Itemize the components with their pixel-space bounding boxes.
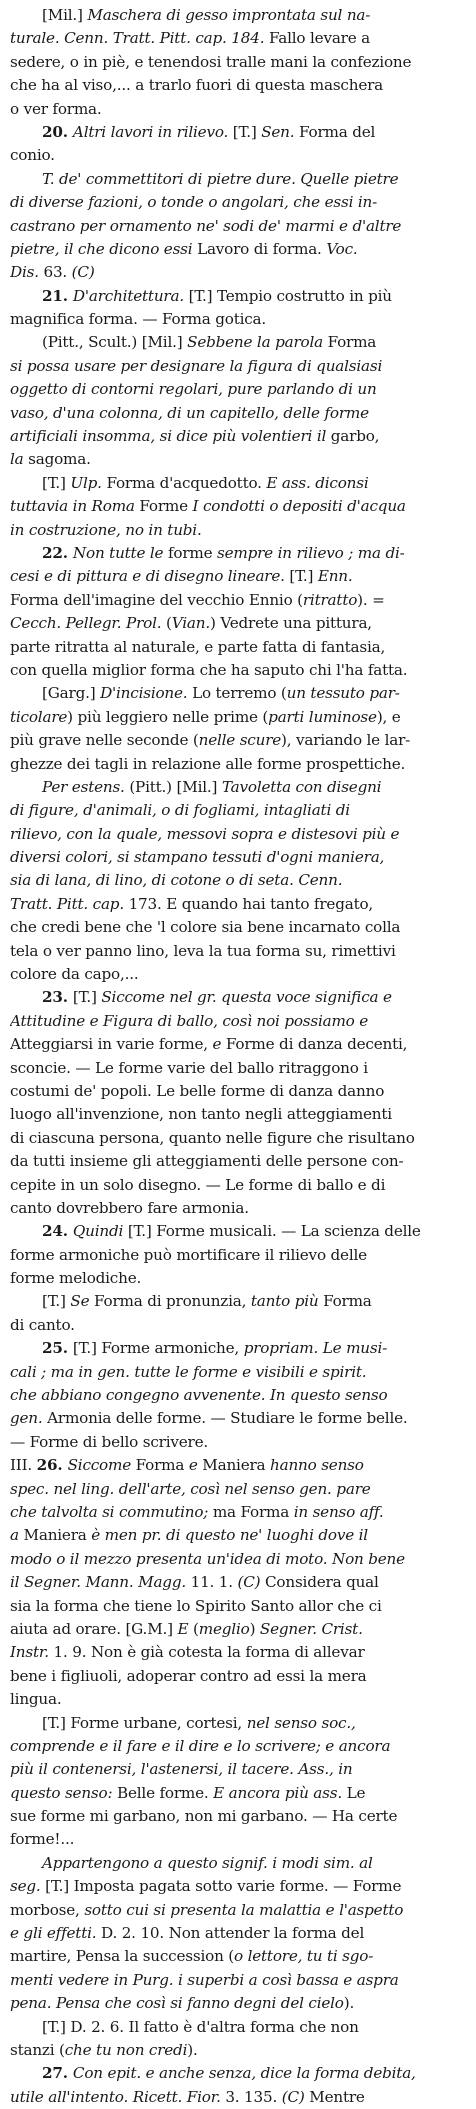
text-segment: D'incisione. [100,684,193,703]
text-segment: e [188,1456,203,1475]
text-line [10,1852,468,1875]
text-line [10,261,468,284]
text-segment: ghezze dei tagli in relazione alle forme prospettiche. [10,754,406,773]
text-line [10,659,468,682]
text-line [10,1828,468,1851]
text-line [10,2086,468,2109]
text-line [10,589,468,612]
text-segment: (Pitt.) [Mil.] [129,777,222,796]
text-segment: T. de' commettitori di pietre dure. Quelle pietre [42,169,399,188]
text-segment: meglio [198,1619,250,1638]
text-line [10,846,468,869]
text-segment: ma Forma [212,1503,294,1521]
text-segment: si possa usare per designare la figura di qualsiasi [10,356,383,375]
text-line [10,706,468,729]
text-segment: (C) [71,263,95,282]
text-line [10,1641,468,1664]
text-segment: Enn. [317,567,353,586]
text-segment: morbose, [10,1900,85,1919]
text-line [10,74,468,97]
text-segment: Maniera [23,1526,92,1545]
text-segment: magnifica forma. — Forma gotica. [10,310,267,329]
text-line [10,1197,468,1220]
text-line [10,1220,468,1243]
text-segment: Le [346,1783,366,1802]
text-line [10,1431,468,1454]
text-segment: D'architettura. [72,286,189,305]
text-segment: ). [187,2040,198,2059]
text-line [10,1080,468,1103]
text-line [10,1384,468,1407]
text-line [10,1548,468,1571]
text-segment: un tessuto par- [286,684,400,703]
text-segment: aiuta ad orare. [G.M.] [10,1619,178,1638]
text-line [10,308,468,331]
text-segment: tuttavia in Roma [10,497,140,516]
text-segment: Forma [327,333,377,352]
text-line [10,168,468,191]
text-segment: ritratto [302,590,358,609]
text-segment: 3. 135. [225,2087,282,2106]
text-line [10,1899,468,1922]
text-line [10,355,468,378]
text-segment: 63. [43,263,72,282]
text-segment: che credi bene che 'l colore sia bene incarnato colla [10,918,401,937]
text-segment: [T.] Forme musicali. — La scienza delle [127,1222,421,1241]
text-segment: castrano per ornamento ne' sodi de' marmi e d'altre [10,216,402,235]
text-segment: più il contenersi, l'astenersi, il tacere. Ass., in [10,1760,353,1779]
text-segment: Attitudine e Figura di ballo, così noi possiamo e [10,1011,369,1030]
text-segment: o ver forma. [10,99,102,118]
text-line [10,238,468,261]
text-line [10,542,468,565]
text-line [10,448,468,471]
text-segment: Maniera [202,1456,271,1475]
text-segment: il Segner. Mann. Magg. [10,1573,191,1592]
text-segment: parte ritratta al naturale, e parte fatta di fantasia, [10,637,386,656]
text-line [10,472,468,495]
text-segment: (Pitt., Scult.) [Mil.] [42,333,188,352]
text-segment: ). [343,1994,355,2013]
text-segment: E ancora più ass. [213,1783,347,1802]
text-segment: modo o il mezzo presenta un'idea di moto. Non bene [10,1549,405,1568]
text-line [10,753,468,776]
text-segment: Vian. [171,614,210,633]
text-segment: tanto più [250,1292,324,1311]
text-segment: ) [249,1619,260,1638]
text-segment: Forme [139,497,193,516]
text-segment: gen. [10,1409,48,1428]
text-segment: nel senso soc., [246,1713,356,1732]
text-segment: (C) [281,2087,310,2106]
text-line [10,1361,468,1384]
text-segment: [T.] Forme urbane, cortesi, [42,1713,247,1732]
text-segment: 27. [42,2064,73,2083]
text-segment: pietre, il che dicono essi [10,239,198,258]
text-segment: Appartengono a questo signif. i modi sim. al [42,1853,373,1872]
text-line [10,1758,468,1781]
text-line [10,869,468,892]
text-line [10,940,468,963]
text-segment: e gli effetti. [10,1924,102,1943]
text-segment: stanzi ( [10,2040,65,2059]
text-segment: in senso aff. [293,1503,384,1521]
text-segment: [Mil.] [42,6,88,24]
text-line [10,215,468,238]
text-line [10,1033,468,1056]
text-line [10,1010,468,1033]
text-segment: pena. Pensa che così si fanno degni del cielo [10,1994,344,2013]
text-segment: 24. [42,1222,73,1241]
text-segment: la [10,450,29,469]
text-segment: — Forme di bello scrivere. [10,1432,209,1451]
text-segment: 173. E quando hai tanto fregato, [128,894,374,913]
text-line [10,916,468,939]
text-segment: in costruzione, no in tubi. [10,520,202,539]
text-segment: forme melodiche. [10,1269,142,1288]
text-line [10,612,468,635]
text-segment: oggetto di contorni regolari, pure parlando di un [10,380,377,399]
text-segment: Altri lavori in rilievo. [72,122,233,141]
text-segment: 26. [36,1456,68,1475]
text-line [10,285,468,308]
text-segment: ). = [357,590,385,609]
text-line [10,1782,468,1805]
text-segment: artificiali insomma, si dice più volentieri il [10,427,331,446]
text-line [10,1478,468,1501]
text-segment: 25. [42,1339,73,1358]
text-segment: sotto cui si presenta la malattia e l'aspetto [84,1900,404,1919]
text-line [10,1805,468,1828]
text-segment: garbo, [330,427,380,446]
text-segment: D. 2. 10. Non attender la forma del [101,1924,365,1943]
text-line [10,1150,468,1173]
text-line [10,1454,468,1477]
text-segment: [T.] Tempio costrutto in più [188,286,392,305]
text-segment: cesi e di pittura e di disegno lineare. [10,567,290,586]
text-line [10,1244,468,1267]
text-segment: seg. [10,1877,46,1896]
text-segment: bene i figliuoli, adoperar contro ad essi la mera [10,1666,367,1685]
text-line [10,495,468,518]
text-segment: Maschera di gesso improntata sul na- [87,6,371,24]
text-segment: Lavoro di forma. [197,239,327,258]
text-segment: luogo all'invenzione, non tanto negli atteggiamenti [10,1105,392,1124]
text-segment: Forme di danza decenti, [225,1035,408,1054]
text-segment: Forma dell'imagine del vecchio Ennio ( [10,590,303,609]
text-segment: forme armoniche può mortificare il rilievo delle [10,1245,367,1264]
text-segment: Siccome [67,1456,136,1475]
text-line [10,27,468,50]
text-line [10,1057,468,1080]
text-segment: comprende e il fare e il dire e lo scrivere; e ancora [10,1736,391,1755]
text-line [10,1571,468,1594]
text-segment: rilievo, con la quale, messovi sopra e distesovi più e [10,824,400,843]
text-segment: Sen. [261,122,300,141]
text-segment: (C) [237,1573,266,1592]
text-line [10,2062,468,2085]
text-segment: e [212,1035,226,1054]
text-line [10,1595,468,1618]
text-segment: Fallo levare a [268,29,371,48]
text-segment: questo senso: [10,1783,118,1802]
text-segment: ( [193,1619,199,1638]
text-segment: Instr. [10,1643,54,1662]
text-segment: [T.] Imposta pagata sotto varie forme. — Forme [45,1877,402,1896]
text-segment: [T.] [42,1292,71,1311]
text-line [10,378,468,401]
text-segment: spec. nel ling. dell'arte, così nel senso gen. pare [10,1479,371,1498]
text-segment: sia di lana, di lino, di cotone o di seta. Cenn. [10,871,343,890]
text-segment: o lettore, tu ti sgo- [234,1947,374,1966]
text-segment: che ha al viso,... a trarlo fuori di questa maschera [10,76,384,95]
text-segment: forme [167,543,217,562]
text-segment: [Garg.] [42,684,101,703]
text-line [10,2039,468,2062]
text-line [10,565,468,588]
text-segment: da tutti insieme gli atteggiamenti delle persone con- [10,1152,404,1171]
text-segment: è men pr. di questo ne' luoghi dove il [91,1526,368,1545]
text-segment: Forma [323,1292,372,1311]
text-line [10,1290,468,1313]
text-line [10,144,468,167]
text-segment: colore da capo,... [10,965,139,984]
text-segment: Forma del [299,122,376,141]
text-line [10,636,468,659]
text-segment: propriam. Le musi- [243,1339,388,1358]
text-segment: sedere, o in piè, e tenendosi tralle mani la confezione [10,52,412,71]
text-segment: Atteggiarsi in varie forme, [10,1035,213,1054]
text-segment: canto dovrebbero fare armonia. [10,1198,249,1217]
text-line [10,963,468,986]
text-segment: costumi de' popoli. Le belle forme di danza danno [10,1081,385,1100]
text-segment: sia la forma che tiene lo Spirito Santo allor che ci [10,1596,382,1615]
text-segment: [T.] Forme armoniche, [72,1339,244,1358]
text-segment: lingua. [10,1690,62,1709]
text-segment: sue forme mi garbano, non mi garbano. — Ha certe [10,1807,398,1826]
text-segment: Per estens. [42,777,130,796]
text-segment: 21. [42,286,73,305]
text-line [10,1992,468,2015]
text-segment: Tratt. Pitt. cap. [10,894,129,913]
text-segment: Voc. [326,239,358,258]
text-segment: utile all'intento. Ricett. Fior. [10,2087,226,2106]
text-segment: forme!... [10,1830,75,1849]
text-segment: Forma [135,1456,189,1475]
text-segment: I condotti o depositi d'acqua [192,497,406,516]
text-line [10,1314,468,1337]
text-segment: III. [10,1456,37,1475]
text-segment: di ciascuna persona, quanto nelle figure che risultano [10,1128,415,1147]
text-segment: ), e [376,707,401,726]
text-segment: [T.] [232,122,262,141]
text-segment: [T.] [72,988,102,1007]
text-segment: [T.] [42,473,71,492]
text-segment: tela o ver panno lino, leva la tua forma su, rimettivi [10,941,396,960]
text-segment: 11. 1. [190,1573,238,1592]
text-line [10,1407,468,1430]
text-line [10,1174,468,1197]
text-segment: parti luminose [268,707,377,726]
text-segment: sagoma. [28,450,91,469]
text-line [10,1688,468,1711]
text-segment: Segner. Crist. [259,1619,363,1638]
text-line [10,1922,468,1945]
text-segment: più grave nelle seconde ( [10,731,199,750]
text-line [10,1665,468,1688]
text-line [10,425,468,448]
text-line [10,1267,468,1290]
text-segment: ticolare [10,707,68,726]
text-line [10,1501,468,1524]
text-segment: Armonia delle forme. — Studiare le forme belle. [47,1409,408,1428]
text-segment: menti vedere in Purg. i superbi a così bassa e aspra [10,1970,399,1989]
text-line [10,1945,468,1968]
text-segment: sconcie. — Le forme varie del ballo ritraggono i [10,1058,368,1077]
text-segment: sempre in rilievo ; ma di- [217,543,405,562]
text-segment: cepite in un solo disegno. — Le forme di ballo e di [10,1175,386,1194]
text-line [10,986,468,1009]
text-segment: 1. 9. Non è già cotesta la forma di allevar [53,1643,365,1662]
text-line [10,51,468,74]
text-line [10,402,468,425]
text-segment: ) Vedrete una pittura, [209,614,372,633]
text-segment: conio. [10,146,55,165]
text-segment: Quindi [72,1222,128,1241]
text-line [10,1969,468,1992]
text-segment: Sebbene la parola [187,333,328,352]
text-segment: 23. [42,988,73,1007]
text-segment: con quella miglior forma che ha saputo chi l'ha fatta. [10,660,408,679]
text-segment: che talvolta si commutino; [10,1503,213,1521]
text-line [10,2016,468,2039]
text-segment: che tu non credi [64,2040,188,2059]
text-segment: di canto. [10,1315,75,1334]
text-segment: 20. [42,122,73,141]
text-line [10,893,468,916]
text-segment: [T.] D. 2. 6. Il fatto è d'altra forma che non [42,2017,359,2036]
text-segment: di figure, d'animali, o di fogliami, intagliati di [10,801,350,820]
text-line [10,1618,468,1641]
text-segment: Non tutte le [72,543,168,562]
text-segment: Tavoletta con disegni [221,777,382,796]
text-segment: Belle forme. [117,1783,214,1802]
text-segment: martire, Pensa la succession ( [10,1947,234,1966]
text-line [10,4,468,27]
text-line [10,1127,468,1150]
text-segment: Ulp. [70,473,107,492]
text-line [10,823,468,846]
text-segment: nelle scure [198,731,282,750]
text-line [10,1524,468,1547]
text-segment: ) più leggiero nelle prime ( [67,707,269,726]
text-segment: di diverse fazioni, o tonde o angolari, che essi in- [10,193,378,212]
text-line [10,682,468,705]
text-segment: ), variando le lar- [281,731,411,750]
text-line [10,519,468,542]
text-segment: Forma di pronunzia, [94,1292,251,1311]
text-segment: a [10,1526,24,1545]
text-segment: hanno senso [270,1456,364,1475]
text-segment: Siccome nel gr. questa voce significa e [101,988,392,1007]
text-segment: 22. [42,543,73,562]
text-segment: Se [70,1292,95,1311]
text-segment: Lo terremo ( [192,684,287,703]
text-segment: vaso, d'una colonna, di un capitello, delle forme [10,403,369,422]
text-segment: [T.] [289,567,318,586]
text-line [10,1712,468,1735]
text-segment: ( [166,614,172,633]
text-line [10,1735,468,1758]
text-segment: E ass. diconsi [266,473,369,492]
text-segment: Considera qual [265,1573,379,1592]
text-line [10,729,468,752]
text-segment: Cecch. Pellegr. Prol. [10,614,166,633]
text-segment: diversi colori, si stampano tessuti d'ogni maniera, [10,848,385,867]
text-line [10,1103,468,1126]
text-line [10,331,468,354]
text-segment: E [177,1619,194,1638]
text-line [10,191,468,214]
text-segment: turale. Cenn. Tratt. Pitt. cap. 184. [10,29,269,48]
text-line [10,776,468,799]
text-line [10,1337,468,1360]
text-segment: Forma d'acquedotto. [106,473,267,492]
text-line [10,121,468,144]
text-line [10,799,468,822]
text-line [10,98,468,121]
text-segment: Dis. [10,263,44,282]
text-segment: che abbiano congegno avvenente. In questo senso [10,1386,388,1405]
text-segment: Con epit. e anche senza, dice la forma debita, [72,2064,416,2083]
text-segment: Mentre [309,2087,365,2106]
text-line [10,1875,468,1898]
text-segment: cali ; ma in gen. tutte le forme e visibili e spirit. [10,1362,367,1381]
